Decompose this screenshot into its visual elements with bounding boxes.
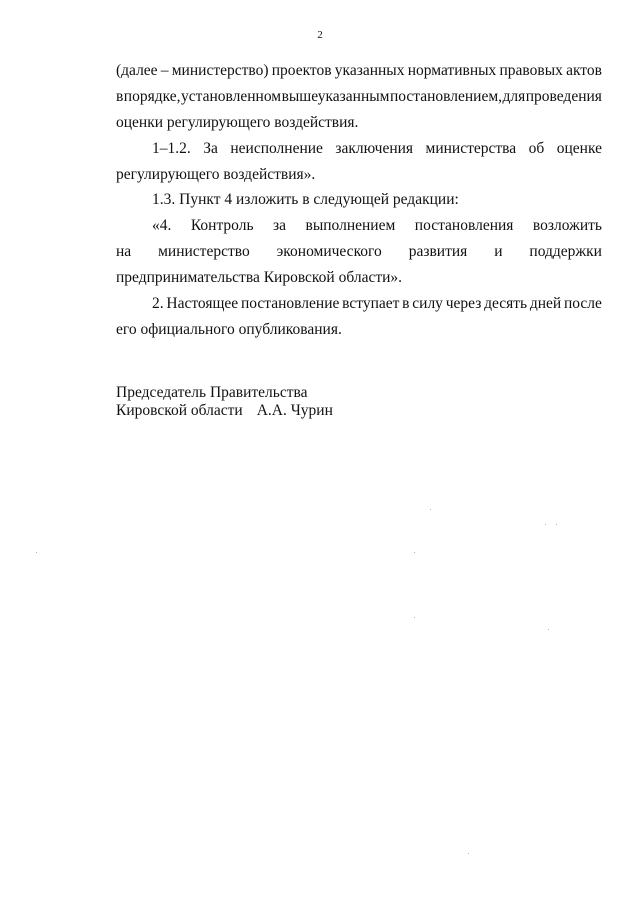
word: (далее	[116, 62, 158, 79]
word: За	[203, 140, 218, 157]
word: вступает	[342, 295, 400, 312]
word: в	[402, 295, 410, 312]
word: за	[273, 217, 287, 234]
scan-speck	[36, 552, 37, 553]
text-line-11: его официального опубликования.	[116, 321, 342, 338]
word: указанных	[334, 62, 405, 79]
word: проведения	[525, 88, 602, 105]
word: министерство)	[171, 62, 269, 79]
word: проектов	[271, 62, 332, 79]
text-line-4	[152, 140, 602, 158]
word: вышеуказанным	[281, 88, 390, 105]
text-line-2	[116, 88, 602, 106]
text-line-6: 1.3. Пункт 4 изложить в следующей редакции:	[152, 191, 459, 208]
word: после	[564, 295, 602, 312]
scan-speck	[548, 629, 549, 630]
signature-title-line-1: Председатель Правительства	[116, 384, 308, 401]
word: Контроль	[190, 217, 254, 234]
text-line-5: регулирующего воздействия».	[116, 166, 316, 183]
text-line-1	[116, 62, 602, 80]
word: возложить	[532, 217, 602, 234]
word: нормативных	[407, 62, 497, 79]
signature-name: А.А. Чурин	[256, 402, 333, 419]
word: постановления	[414, 217, 514, 234]
word: развития	[408, 243, 468, 260]
word: на	[116, 243, 132, 260]
scan-speck	[468, 853, 469, 854]
word: поддержки	[529, 243, 602, 260]
word: постановлением,	[389, 88, 503, 105]
word: выполнением	[305, 217, 396, 234]
scan-speck	[556, 524, 557, 525]
text-line-10	[152, 295, 602, 313]
text-line-9: предпринимательства Кировской области».	[116, 269, 403, 286]
text-line-7	[152, 217, 602, 235]
page-number: 2	[317, 29, 323, 41]
word: для	[502, 88, 526, 105]
scan-speck	[545, 524, 546, 525]
word: правовых	[499, 62, 563, 79]
word: 1–1.2.	[152, 140, 191, 157]
word: и	[494, 243, 503, 260]
word: –	[160, 62, 169, 79]
word: экономического	[276, 243, 382, 260]
word: оценке	[556, 140, 602, 157]
word: заключения	[335, 140, 414, 157]
text-line-8	[116, 243, 602, 261]
word: Настоящее	[166, 295, 239, 312]
word: «4.	[152, 217, 172, 234]
scan-speck	[414, 552, 415, 553]
word: дней	[529, 295, 562, 312]
word: через	[445, 295, 482, 312]
word: неисполнение	[230, 140, 323, 157]
word: министерство	[158, 243, 250, 260]
word: министерства	[425, 140, 517, 157]
scan-speck	[430, 509, 431, 510]
text-line-3: оценки регулирующего воздействия.	[116, 114, 359, 131]
word: установленном	[180, 88, 282, 105]
signature-region: Кировской области	[116, 402, 243, 419]
signature-title-line-2	[116, 402, 333, 420]
word: силу	[412, 295, 443, 312]
word: постановление	[240, 295, 340, 312]
word: порядке,	[123, 88, 181, 105]
word: в	[116, 88, 124, 105]
word: актов	[566, 62, 602, 79]
word: об	[528, 140, 545, 157]
word: 2.	[152, 295, 164, 312]
word: десять	[484, 295, 528, 312]
scan-speck	[414, 617, 415, 618]
